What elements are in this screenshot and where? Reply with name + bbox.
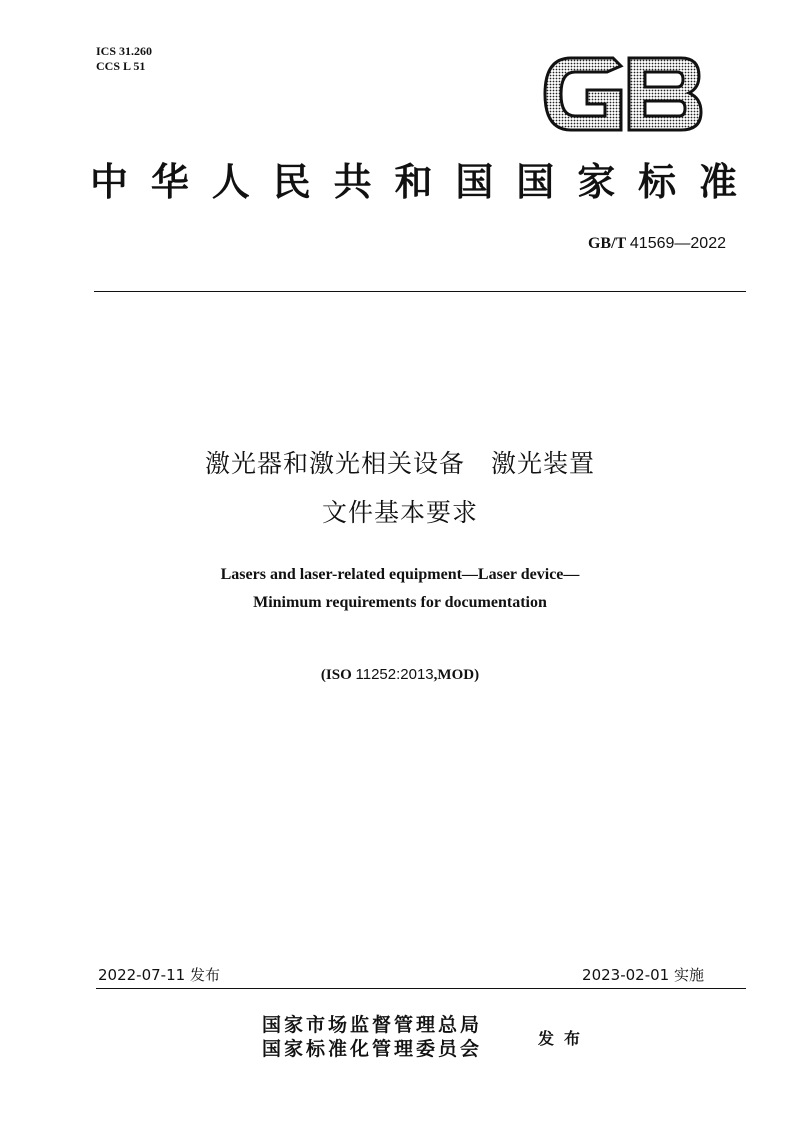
implementation-date: 2023-02-01 实施 [582,966,704,984]
standard-category-text: 中华人民共和国国家标准 [90,159,750,204]
release-date: 2022-07-11 发布 [98,966,220,984]
standard-number-value: 41569—2022 [629,235,726,252]
iso-reference-close: ,MOD) [433,667,480,683]
chinese-title-line-2: 文件基本要求 [321,498,478,527]
ccs-code: CCS L 51 [96,59,146,73]
standard-category-title [90,160,750,204]
gb-logo-icon [543,56,703,132]
footer-divider [96,988,746,989]
iso-reference-number: 11252:2013 [355,666,434,683]
english-title-line-1: Lasers and laser-related equipment—Laser device— [220,566,580,583]
english-title-line-2: Minimum requirements for documentation [253,594,547,611]
issuer-samr: 国家市场监督管理总局 [262,1014,483,1036]
standard-prefix: GB/T [587,235,626,252]
standard-number [588,235,726,253]
ics-code: ICS 31.260 [96,44,153,58]
issue-verb: 发布 [538,1029,591,1048]
issuer-sac: 国家标准化管理委员会 [262,1038,483,1060]
iso-reference [0,666,800,684]
header-divider [94,291,746,292]
issuing-bodies [262,1013,482,1061]
iso-reference-open: (ISO [320,667,352,683]
chinese-title-line-1: 激光器和激光相关设备 激光装置 [204,449,595,478]
classification-codes [96,44,152,74]
